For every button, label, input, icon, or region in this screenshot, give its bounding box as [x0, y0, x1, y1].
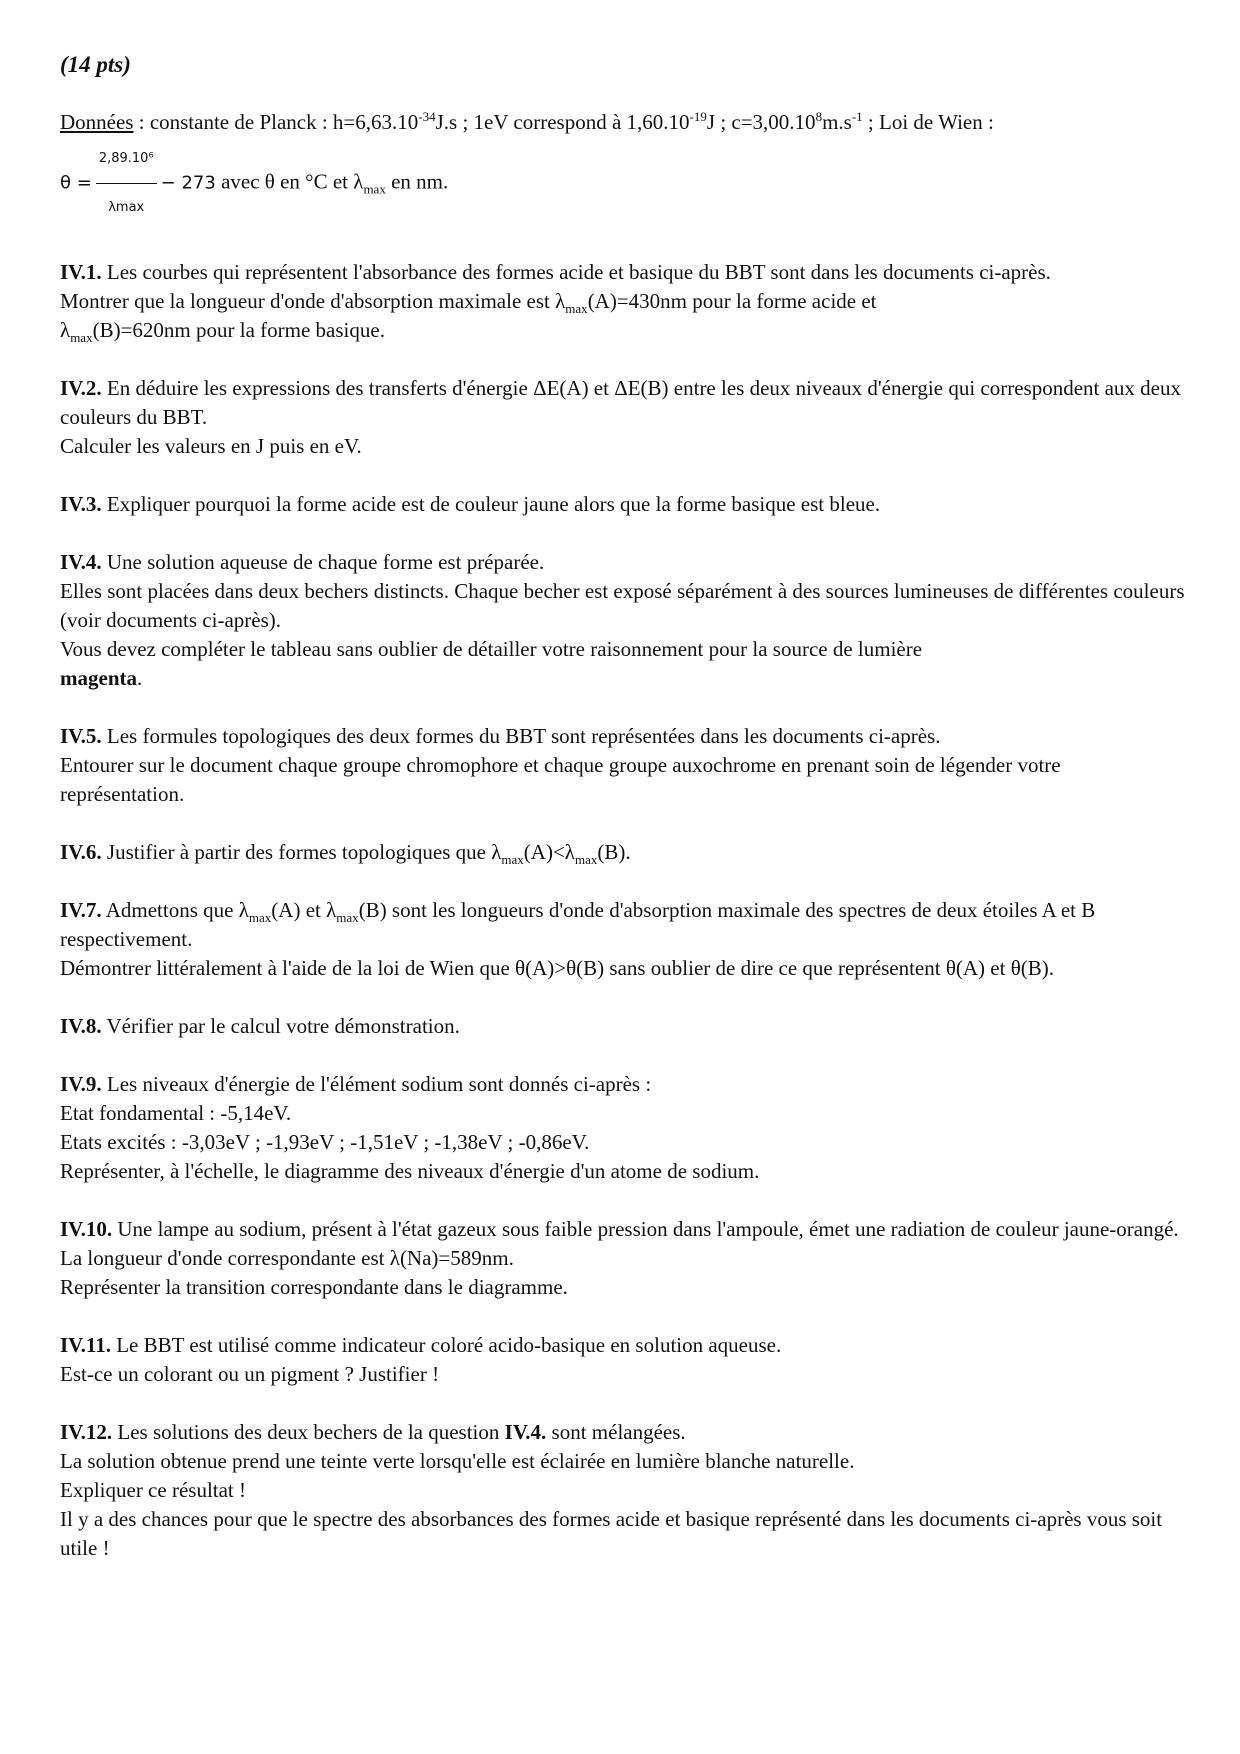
question-iv1: IV.1. Les courbes qui représentent l'absorbance des formes acide et basique du BBT sont dans les documents ci-après. Montrer que la longueur d'onde d'absorption maximale est $\lambda_{max}(A)=430nm$ pour la forme acide et $\lambda_{max}(B)=620nm$ pour la forme basique.: [60, 260, 1051, 346]
document-page: [60, 52, 1190, 1592]
wien-law-formula: θ = $\frac{\text{2,89.10⁶}}{\lambda\max}$ − 273 avec θ en °C et $\lambda_{max}$ en nm.: [60, 137, 1190, 230]
question-iv12: IV.12. Les solutions des deux bechers de la question IV.4. sont mélangées. La solution obtenue prend une teinte verte lorsqu'elle est éclairée en lumière blanche naturelle. Expliquer ce résultat ! Il y a des chances pour que le spectre des absorbances des formes acide et basique représenté dans les documents ci-après vous soit utile !: [60, 1420, 1163, 1560]
question-label: IV.2.: [60, 376, 102, 400]
question-label: IV.7.: [60, 898, 102, 922]
question-label: IV.4.: [60, 550, 102, 574]
question-iv7: IV.7. Admettons que $\lambda_{max}(A)$ et $\lambda_{max}(B)$ sont les longueurs d'onde d'absorption maximale des spectres de deux étoiles A et B respectivement. Démontrer littéralement à l'aide de la loi de Wien que θ(A)>θ(B) sans oublier de dire ce que représentent θ(A) et θ(B).: [60, 898, 1096, 980]
question-iv3: IV.3. Expliquer pourquoi la forme acide est de couleur jaune alors que la forme basique est bleue.: [60, 492, 881, 516]
question-iv11: IV.11. Le BBT est utilisé comme indicateur coloré acido-basique en solution aqueuse. Est-ce un colorant ou un pigment ? Justifier !: [60, 1333, 782, 1386]
question-label: IV.11.: [60, 1333, 111, 1357]
question-label: IV.9.: [60, 1072, 102, 1096]
question-label: IV.8.: [60, 1014, 102, 1038]
question-iv9: IV.9. Les niveaux d'énergie de l'élément sodium sont donnés ci-après : Etat fondamental : -5,14eV. Etats excités : -3,03eV ; -1,93eV ; -1,51eV ; -1,38eV ; -0,86eV. Représenter, à l'échelle, le diagramme des niveaux d'énergie d'un atome de sodium.: [60, 1072, 760, 1183]
question-label: IV.10.: [60, 1217, 113, 1241]
question-iv4: IV.4. Une solution aqueuse de chaque forme est préparée. Elles sont placées dans deux bechers distincts. Chaque becher est exposé séparément à des sources lumineuses de différentes couleurs (voir documents ci-après). Vous devez compléter le tableau sans oublier de détailler votre raisonnement pour la source de lumière magenta.: [60, 550, 1185, 690]
question-iv10: IV.10. Une lampe au sodium, présent à l'état gazeux sous faible pression dans l'ampoule, émet une radiation de couleur jaune-orangé. La longueur d'onde correspondante est λ(Na)=589nm. Représenter la transition correspondante dans le diagramme.: [60, 1217, 1179, 1299]
question-label: IV.12.: [60, 1420, 113, 1444]
question-iv8: IV.8. Vérifier par le calcul votre démonstration.: [60, 1014, 460, 1038]
question-label: IV.6.: [60, 840, 102, 864]
question-iv2: IV.2. En déduire les expressions des transferts d'énergie ΔE(A) et ΔE(B) entre les deux niveaux d'énergie qui correspondent aux deux couleurs du BBT. Calculer les valeurs en J puis en eV.: [60, 376, 1182, 458]
question-iv5: IV.5. Les formules topologiques des deux formes du BBT sont représentées dans les documents ci-après. Entourer sur le document chaque groupe chromophore et chaque groupe auxochrome en prenant soin de légender votre représentation.: [60, 724, 1061, 806]
data-label: Données: [60, 110, 134, 134]
question-iv6: IV.6. Justifier à partir des formes topologiques que $\lambda_{max}(A)<\lambda_{max}(B)$.: [60, 840, 631, 868]
points-heading: (14 pts): [60, 52, 131, 77]
question-label: IV.3.: [60, 492, 102, 516]
data-line-1: Données : constante de Planck : $h=6,63.10^{-34}J.s$ ; 1eV correspond à $1,60.10^{-19}J$ ; $c=3,00.10^8m.s^{-1}$ ; Loi de Wien :: [60, 109, 994, 134]
wien-fraction: $\frac{\text{2,89.10⁶}}{\lambda\max}$: [96, 137, 157, 230]
data-section: [60, 108, 1190, 230]
question-label: IV.1.: [60, 260, 102, 284]
question-label: IV.5.: [60, 724, 102, 748]
